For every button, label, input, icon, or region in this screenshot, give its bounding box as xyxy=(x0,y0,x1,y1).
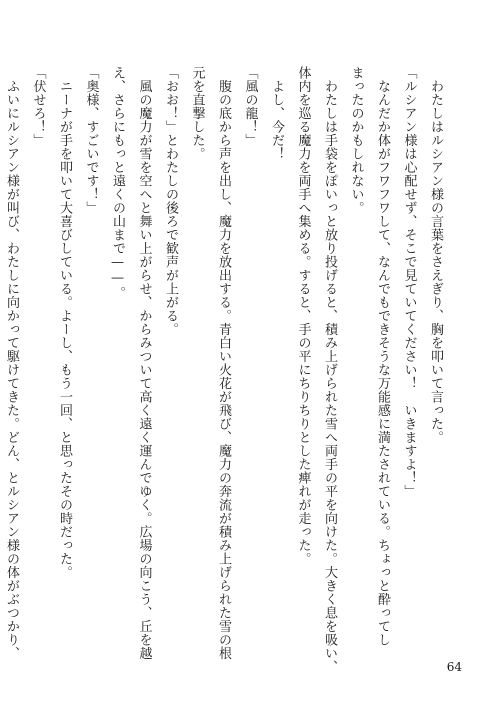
text-line: ふいにルシアン様が叫び、わたしに向かって駆けてきた。どん、とルシアン様の体がぶつかり、 xyxy=(4,66,19,660)
text-line: 元を直撃した。 xyxy=(189,66,205,161)
body-text xyxy=(4,66,448,674)
text-line: 「伏せろ！」 xyxy=(30,66,46,147)
text-line: なんだか体がフワフワして、なんでもできそうな万能感に満たされている。ちょっと酔ってし xyxy=(375,66,390,647)
text-line: よし、今だ！ xyxy=(269,66,284,161)
text-line: 「おお！」とわたしの後ろで歓声が上がる。 xyxy=(163,66,178,336)
text-line: 体内を巡る魔力を両手へ集める。すると、手の平にちりちりとした痺れが走った。 xyxy=(295,66,311,566)
text-line: え、さらにもっと遠くの山まで——。 xyxy=(110,66,125,300)
text-line: 腹の底から声を出し、魔力を放出する。青白い火花が飛び、魔力の奔流が積み上げられた雪の根 xyxy=(216,66,231,660)
text-line: 「奥様、すごいです！」 xyxy=(83,66,99,215)
text-line: 「風の龍！」 xyxy=(242,66,258,147)
text-line: まったのかもしれない。 xyxy=(348,66,364,215)
text-line: 「ルシアン様は心配せず、そこで見ていてください！ いきますよ！」 xyxy=(401,66,417,498)
page-number: 64 xyxy=(446,660,462,674)
text-line: ニーナが手を叩いて大喜びしている。よーし、もう一回、と思ったその時だった。 xyxy=(57,66,72,579)
text-line: わたしは手袋をぽいっと放り投げると、積み上げられた雪へ両手の平を向けた。大きく息を吸い、 xyxy=(322,66,337,674)
text-line: 風の魔力が雪を空へと舞い上がらせ、からみついて高く遠く運んでゆく。広場の向こう、丘を越 xyxy=(136,66,152,660)
text-line: わたしはルシアン様の言葉をさえぎり、胸を叩いて言った。 xyxy=(428,66,443,444)
